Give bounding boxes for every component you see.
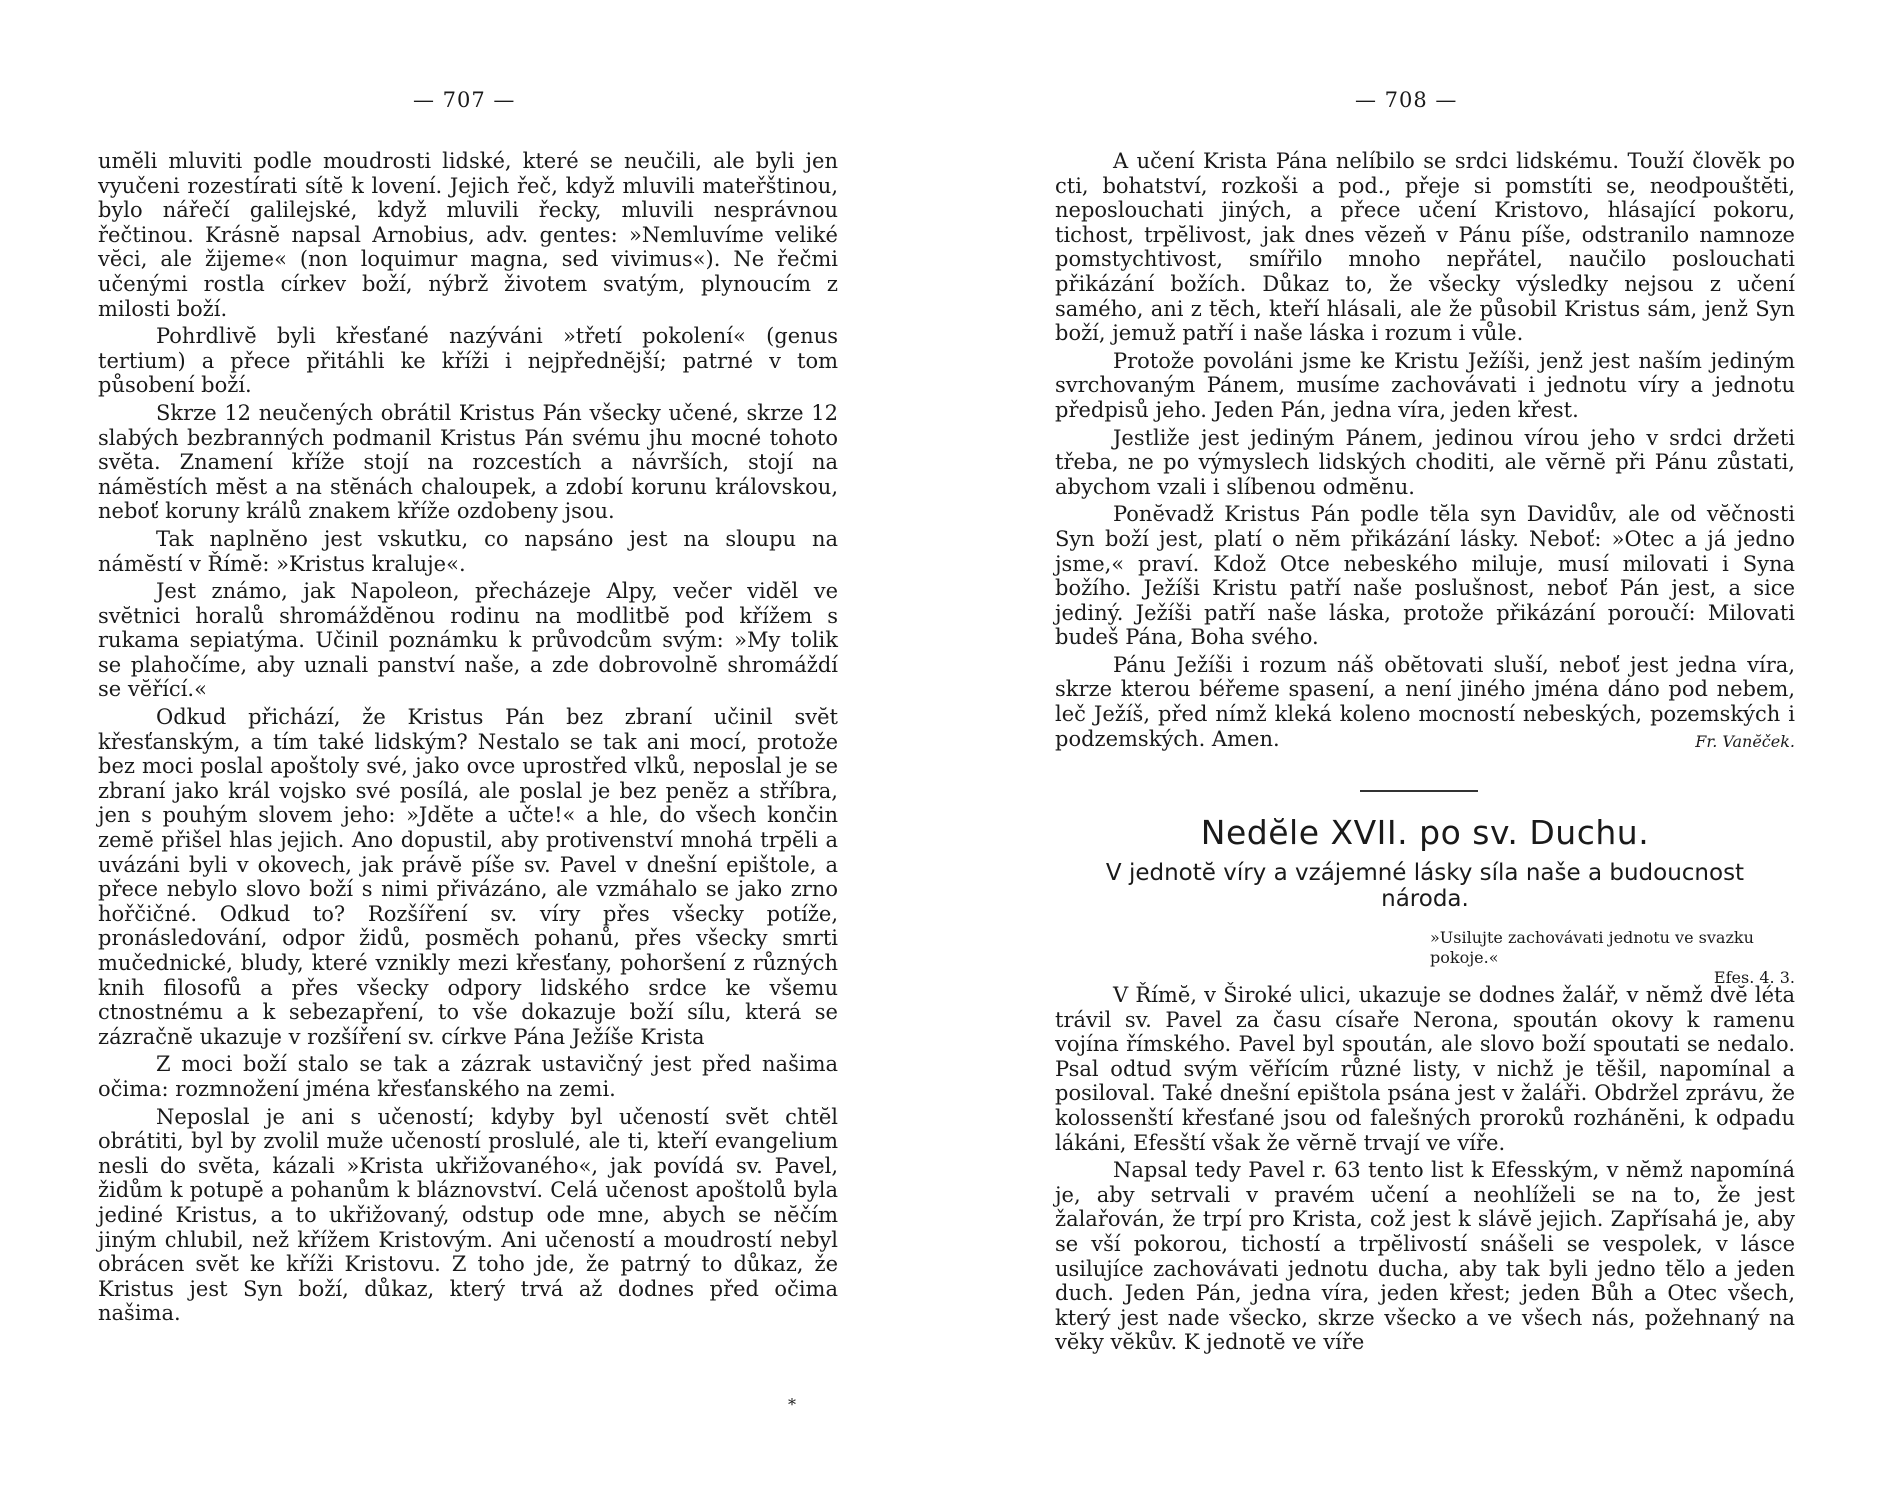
paragraph: Jestliže jest jediným Pánem, jedinou vírou jeho v srdci držeti třeba, ne po výmyslech lidských choditi, ale vĕrnĕ při Pánu zůstati, abychom vzali i slíbenou odmĕnu. [1055,425,1795,499]
paragraph: V Římĕ, v Široké ulici, ukazuje se dodnes žalář, v nĕmž dvĕ léta trávil sv. Pavel za času císaře Nerona, spoután okovy k ramenu vojína římského. Pavel byl spoután, ale slovo boží spoutati se nedalo. Psal odtud svým vĕřícím různé listy, v nichž je tĕšil, napomínal a posiloval. Také dnešní epištola psána jest v žaláři. Obdržel zprávu, že kolossenští křesťané jsou od falešných proroků rozhánĕni, k odpadu lákáni, Efesští však že vĕrnĕ trvají ve víře. [1055,983,1795,1155]
paragraph: Jest známo, jak Napoleon, přecházeje Alpy, večer vidĕl ve svĕtnici horalů shromáždĕnou rodinu na modlitbĕ pod křížem s rukama sepiatýma. Učinil poznámku k průvodcům svým: »My tolik se plahočíme, aby uznali panství naše, a zde dobrovolnĕ shromáždí se vĕřící.« [98,579,838,702]
section-divider [1360,790,1478,792]
section-subheading: V jednotĕ víry a vzájemné lásky síla naše a budoucnost národa. [1105,860,1745,912]
page-number-left: — 707 — [413,88,516,112]
paragraph: Odkud přichází, že Kristus Pán bez zbraní učinil svĕt křesťanským, a tím také lidským? Nestalo se tak ani mocí, protože bez moci poslal apoštoly své, jako ovce uprostřed vlků, neposlal je se zbraní jako král vojsko své posílá, ale poslal je bez penĕz a stříbra, jen s pouhým slovem jeho: »Jdĕte a učte!« a hle, do všech končin zemĕ přišel hlas jejich. Ano dopustil, aby protivenství mnohá trpĕli a uvázáni byli v okovech, jak právĕ píše sv. Pavel v dnešní epištole, a přece nebylo slovo boží s nimi přivázáno, ale vzmáhalo se jako zrno hořčičné. Odkud to? Rozšíření sv. víry přes všecky potíže, pronásledování, odpor židů, posmĕch pohanů, přes všecky smrti mučednické, bludy, které vznikly mezi křesťany, pohoršení z různých knih filosofů a přes všecky odpory lidského srdce ke všemu ctnostnému a k sebezapření, to vše dokazuje boží sílu, která se zázračnĕ ukazuje v rozšíření sv. církve Pána Ježíše Krista [98,705,838,1049]
right-page [1055,0,1795,1500]
author-signature: Fr. Vanĕček. [1695,732,1795,752]
paragraph: Pánu Ježíši i rozum náš obĕtovati sluší, neboť jest jedna víra, skrze kterou béřeme spasení, a není jiného jména dáno pod nebem, leč Ježíš, před nímž kleká koleno mocností nebeských, pozemských i podzemských. Amen. [1055,652,1795,751]
right-body-text-top [1055,149,1795,755]
paragraph: Skrze 12 neučených obrátil Kristus Pán všecky učené, skrze 12 slabých bezbranných podmanil Kristus Pán svému jhu mocné tohoto svĕta. Znamení kříže stojí na rozcestích a návrších, stojí na námĕstích mĕst a na stĕnách chaloupek, a zdobí korunu královskou, neboť koruny králů znakem kříže ozdobeny jsou. [98,400,838,524]
epigraph-reference: Efes. 4. 3. [1713,968,1795,987]
paragraph: Tak naplnĕno jest vskutku, co napsáno jest na sloupu na námĕstí v Římĕ: »Kristus kraluje«. [98,526,838,576]
paragraph: Neposlal je ani s učeností; kdyby byl učeností svĕt chtĕl obrátiti, byl by zvolil muže učeností proslulé, ale ti, kteří evangelium nesli do svĕta, kázali »Krista ukřižovaného«, jak povídá sv. Pavel, židům k potupĕ a pohanům k bláznovství. Celá učenost apoštolů byla jediné Kristus, a to ukřižovaný, odstup ode mne, abych se nĕčím jiným chlubil, než křížem Kristovým. Ani učeností a moudrostí nebyl obrácen svĕt ke kříži Kristovu. Z toho jde, že patrný to důkaz, že Kristus jest Syn boží, důkaz, který trvá až dodnes před očima našima. [98,1104,838,1326]
epigraph-text: »Usilujte zachovávati jednotu ve svazku pokoje.« [1430,928,1754,967]
epigraph [1430,928,1795,988]
footnote-mark: * [788,1395,796,1414]
paragraph: A učení Krista Pána nelíbilo se srdci lidskému. Touží človĕk po cti, bohatství, rozkoši a pod., přeje si pomstíti se, neodpouštĕti, neposlouchati jiných, a přece učení Kristovo, hlásající pokoru, tichost, trpĕlivost, jak dnes vĕzeň v Pánu píše, odstranilo namnoze pomstychtivost, smířilo mnoho nepřátel, naučilo poslouchati přikázání božích. Důkaz to, že všecky výsledky nejsou z učení samého, ani z tĕch, kteří hlásali, ale že působil Kristus sám, jenž Syn boží, jemuž patří i naše láska i rozum i vůle. [1055,149,1795,346]
page-number-right: — 708 — [1355,88,1458,112]
right-body-text-bottom [1055,983,1795,1358]
paragraph: Protože povoláni jsme ke Kristu Ježíši, jenž jest naším jediným svrchovaným Pánem, musíme zachovávati i jednotu víry a jednotu předpisů jeho. Jeden Pán, jedna víra, jeden křest. [1055,348,1795,422]
paragraph: Napsal tedy Pavel r. 63 tento list k Efesským, v nĕmž napomíná je, aby setrvali v pravém učení a neohlíželi se na to, že jest žalařován, že trpí pro Krista, což jest k slávĕ jejich. Zapřísahá je, aby se vší pokorou, tichostí a trpĕlivostí snášeli se vespolek, v lásce usilujíce zachovávati jednotu ducha, aby tak byli jedno tĕlo a jeden duch. Jeden Pán, jedna víra, jeden křest; jeden Bůh a Otec všech, který jest nade všecko, skrze všecko a ve všech nás, požehnaný na vĕky vĕkův. K jednotĕ ve víře [1055,1158,1795,1355]
paragraph: Pohrdlivĕ byli křesťané nazýváni »třetí pokolení« (genus tertium) a přece přitáhli ke kříži i nejpřednĕjší; patrné v tom působení boží. [98,324,838,398]
paragraph: umĕli mluviti podle moudrosti lidské, které se neučili, ale byli jen vyučeni rozestírati sítĕ k lovení. Jejich řeč, když mluvili mateřštinou, bylo nářečí galilejské, když mluvili řecky, mluvili nesprávnou řečtinou. Krásnĕ napsal Arnobius, adv. gentes: »Nemluvíme veliké vĕci, ale žijeme« (non loquimur magna, sed vivimus«). Ne řečmi učenými rostla církev boží, nýbrž životem svatým, plynoucím z milosti boží. [98,149,838,321]
left-page [98,0,838,1500]
paragraph: Z moci boží stalo se tak a zázrak ustavičný jest před našima očima: rozmnožení jména křesťanského na zemi. [98,1052,838,1101]
paragraph: Ponĕvadž Kristus Pán podle tĕla syn Davidův, ale od vĕčnosti Syn boží jest, platí o nĕm přikázání lásky. Neboť: »Otec a já jedno jsme,« praví. Kdož Otce nebeského miluje, musí milovati i Syna božího. Ježíši Kristu patří naše poslušnost, neboť Pán jest, a sice jediný. Ježíši patří naše láska, protože přikázání poroučí: Milovati budeš Pána, Boha svého. [1055,502,1795,650]
left-body-text [98,149,838,1329]
section-heading: Nedĕle XVII. po sv. Duchu. [1200,813,1650,852]
